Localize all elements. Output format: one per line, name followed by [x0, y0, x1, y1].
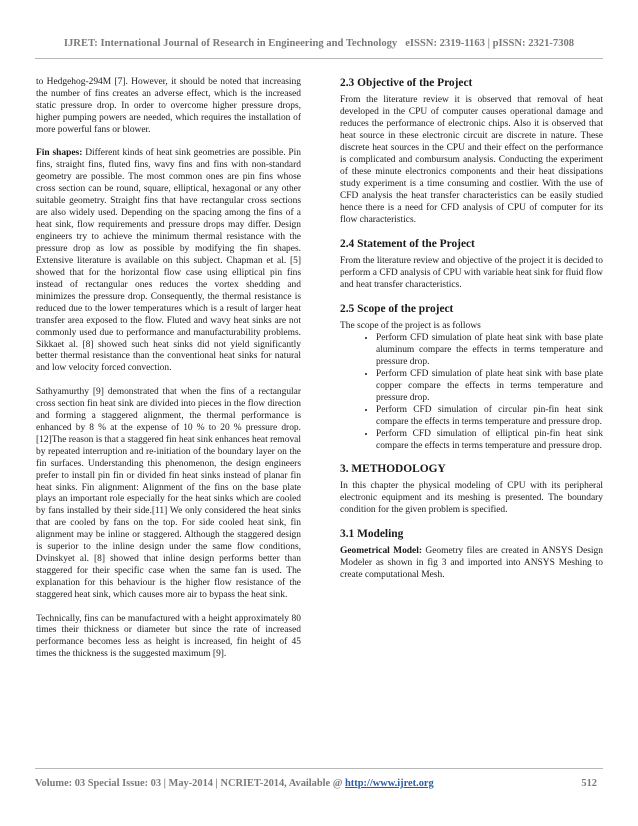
running-footer [35, 778, 603, 789]
paragraph-fan-pressure: to Hedgehog-294M [7]. However, it should be noted that increasing the number of fins creates an adverse effect, which is the increased static pressure drop. In order to overcome higher pressure drops, higher pumping powers are needed, which requires the installation of more powerful fans or blower. [36, 77, 301, 135]
heading-scope: 2.5 Scope of the project [340, 303, 454, 316]
paragraph-scope-intro: The scope of the project is as follows [340, 321, 481, 332]
paragraph-fin-shapes [36, 148, 301, 375]
fin-shapes-label: Fin shapes: [36, 148, 83, 159]
scope-list [340, 333, 603, 453]
footer-volume-info: Volume: 03 Special Issue: 03 | May-2014 | NCRIET-2014, Available @ [35, 778, 346, 789]
paragraph-objective: From the literature review it is observed that removal of heat developed in the CPU of computer causes operational damage and reduces the performance of electronic chips. Also it is observed that heat source in these electronic circuit are discrete in nature. These discrete heat sources in the CPU and their effect on the performance is complicated and combursum analysis. Conducting the experiment of these minute electronics components and their heat dissipations study experiment is a time consuming and costlier. With the use of CFD analysis the heat transfer characteristics can be easily studied hence there is a need for CFD analysis of CPU of computer for its flow characteristics. [340, 95, 603, 225]
page-number: 512 [581, 778, 597, 789]
issn-numbers: eISSN: 2319-1163 | pISSN: 2321-7308 [405, 38, 575, 49]
geometrical-model-label: Geometrical Model: [340, 546, 423, 557]
list-item: • Perform CFD simulation of plate heat sink with base plate copper compare the effects in terms temperature and pressure drop. [376, 369, 603, 405]
header-rule [35, 58, 603, 59]
paragraph-fin-height: Technically, fins can be manufactured with a height approximately 80 times their thickness or diameter but since the rate of increased performance becomes less as height is increased, fin height of 45 times the thickness is the suggested maximum [9]. [36, 613, 301, 660]
heading-statement: 2.4 Statement of the Project [340, 237, 475, 250]
right-column [340, 77, 603, 594]
heading-methodology: 3. METHODOLOGY [340, 462, 446, 475]
journal-name: IJRET: International Journal of Research in Engineering and Technology [63, 38, 398, 49]
journal-website-link[interactable]: http://www.ijret.org [345, 778, 434, 789]
geometrical-model-text: Geometry files are created in ANSYS Design Modeler as shown in fig 3 and imported into ANSYS Meshing to create computational Mesh. [340, 546, 603, 581]
fin-shapes-text: Different kinds of heat sink geometries are possible. Pin fins, straight fins, fluted fins, wavy fins and fins with non-standard geometry are possible. The most common ones are pin fins whose cross section can be round, square, elliptical, hexagonal or any other suitable geometry. Straight fins that have rectangular cross sections are also widely used. Depending on the spacing among the fins of a heat sink, flow requirements and pressure drops may differ. Design engineers try to achieve the minimum thermal resistance with the pressure drop as low as possible by modifying the fin shapes. Extensive literature is available on this subject. Chapman et al. [5] showed that for the horizontal flow case using elliptical pin fins instead of rectangular ones reduces the vortex shedding and minimizes the pressure drop. Consequently, the thermal resistance is reduced due to the lower temperatures which is a result of larger heat transfer area exposed to the flow. Fluted and wavy heat sinks are not commonly used due to performance and manufacturability problems. Sikkaet al. [8] showed such heat sinks did not yield significantly better thermal resistance than the conventional heat sinks for natural and low velocity forced convection. [36, 148, 301, 374]
heading-modeling: 3.1 Modeling [340, 528, 404, 541]
running-header [0, 38, 638, 49]
footer-rule [35, 768, 603, 769]
paragraph-statement: From the literature review and objective of the project it is decided to perform a CFD analysis of CPU with variable heat sink for fluid flow and heat transfer characteristics. [340, 255, 603, 290]
left-column [36, 77, 301, 673]
paragraph-geometrical-model [340, 546, 603, 582]
paragraph-sathyamurthy: Sathyamurthy [9] demonstrated that when the fins of a rectangular cross section fin heat sink are divided into pieces in the flow direction and forming a staggered alignment, the thermal performance is enhanced by 8 % at the expense of 10 % to 20 % pressure drop. [12]The reason is that a staggered fin heat sink enhances heat removal by repeated interruption and re-initiation of the boundary layer on the fin surfaces. Understanding this phenomenon, the design engineers prefer to install pin fin or divided fin heat sinks instead of planar fin heat sinks. Fin alignment: Alignment of the fins on the base plate plays an important role especially for the heat sinks which are cooled by fans installed by their side.[11] We only considered the heat sinks that are cooled by fans on the top. For side cooled heat sink, fin alignment may be inline or staggered. Although the staggered design is superior to the inline design under the same flow conditions, Dvinskyet al. [8] showed that inline design performs better than staggered for their specific case when the same fan is used. The explanation for this behaviour is the higher flow resistance of the staggered heat sink, which causes more air to bypass the heat sink. [36, 386, 301, 601]
heading-objective: 2.3 Objective of the Project [340, 77, 473, 89]
paragraph-methodology: In this chapter the physical modeling of CPU with its peripheral electronic equipment and its meshing is presented. The boundary condition for the given problem is specified. [340, 480, 603, 515]
list-item: • Perform CFD simulation of elliptical pin-fin heat sink compare the effects in terms temperature and pressure drop. [376, 429, 603, 453]
list-item: • Perform CFD simulation of plate heat sink with base plate aluminum compare the effects in terms temperature and pressure drop. [376, 333, 603, 369]
list-item: • Perform CFD simulation of circular pin-fin heat sink compare the effects in terms temperature and pressure drop. [376, 405, 603, 429]
